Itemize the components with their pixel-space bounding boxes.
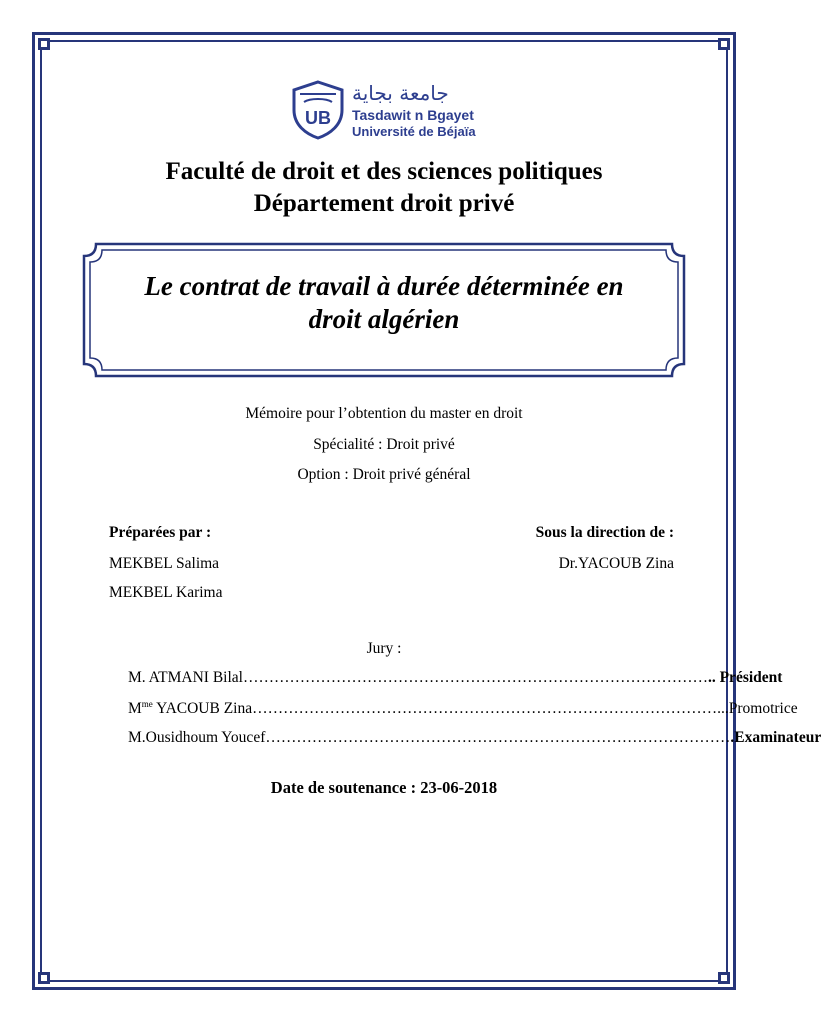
logo-french-name: Université de Béjaïa [352,124,476,139]
defense-date: Date de soutenance : 23-06-2018 [270,778,498,797]
border-corner-top-right [718,38,730,50]
jury-member-name: M.Ousidhoum Youcef [128,729,266,746]
jury-leader-dots: ……………………………………………………………………………… [252,700,718,718]
prepared-by-label: Préparées par : [109,524,212,541]
logo-arabic-name: جامعة بجاية [352,81,449,105]
author-name: MEKBEL Karima [109,584,223,601]
jury-member-name: M. ATMANI Bilal [128,669,243,686]
jury-member-row [128,729,821,751]
option-line: Option : Droit privé général [297,466,471,483]
thesis-title [82,270,686,336]
jury-label: Jury : [366,640,402,657]
thesis-title-line2: droit algérien [308,304,460,334]
author-name: MEKBEL Salima [109,555,220,572]
border-corner-bottom-right [718,972,730,984]
supervisor-label: Sous la direction de : [535,524,674,541]
thesis-title-box [82,242,686,378]
faculty-heading: Faculté de droit et des sciences politiques [165,158,603,185]
border-corner-bottom-left [38,972,50,984]
jury-name-superscript: me [141,699,153,709]
university-emblem-icon [290,80,346,140]
logo-kabyle-name: Tasdawit n Bgayet [352,107,474,123]
memoire-purpose-prefix: Mémoire [245,405,303,422]
jury-name-rest: YACOUB Zina [152,700,253,718]
border-corner-top-left [38,38,50,50]
jury-member-role: ...Promotrice [717,700,798,718]
jury-member-row [128,669,783,691]
specialite-line: Spécialité : Droit privé [313,436,455,453]
jury-member-name [128,699,252,718]
memoire-purpose [0,405,768,423]
thesis-title-line1: Le contrat de travail à durée déterminée en [144,271,624,301]
jury-member-role: .Examinateur [730,729,821,746]
jury-leader-dots: ……………………………………………………………………………… [242,669,708,686]
jury-member-row [128,699,798,721]
department-heading: Département droit privé [253,190,515,217]
jury-member-role: .. Président [707,669,783,686]
supervisor-name: Dr.YACOUB Zina [558,555,674,572]
university-logo [290,80,510,140]
svg-text:UB: UB [305,108,331,128]
memoire-purpose-rest: pour l’obtention du master en droit [306,405,523,422]
jury-name-prefix: M [128,700,142,718]
jury-leader-dots: ……………………………………………………………………………… [265,729,731,746]
